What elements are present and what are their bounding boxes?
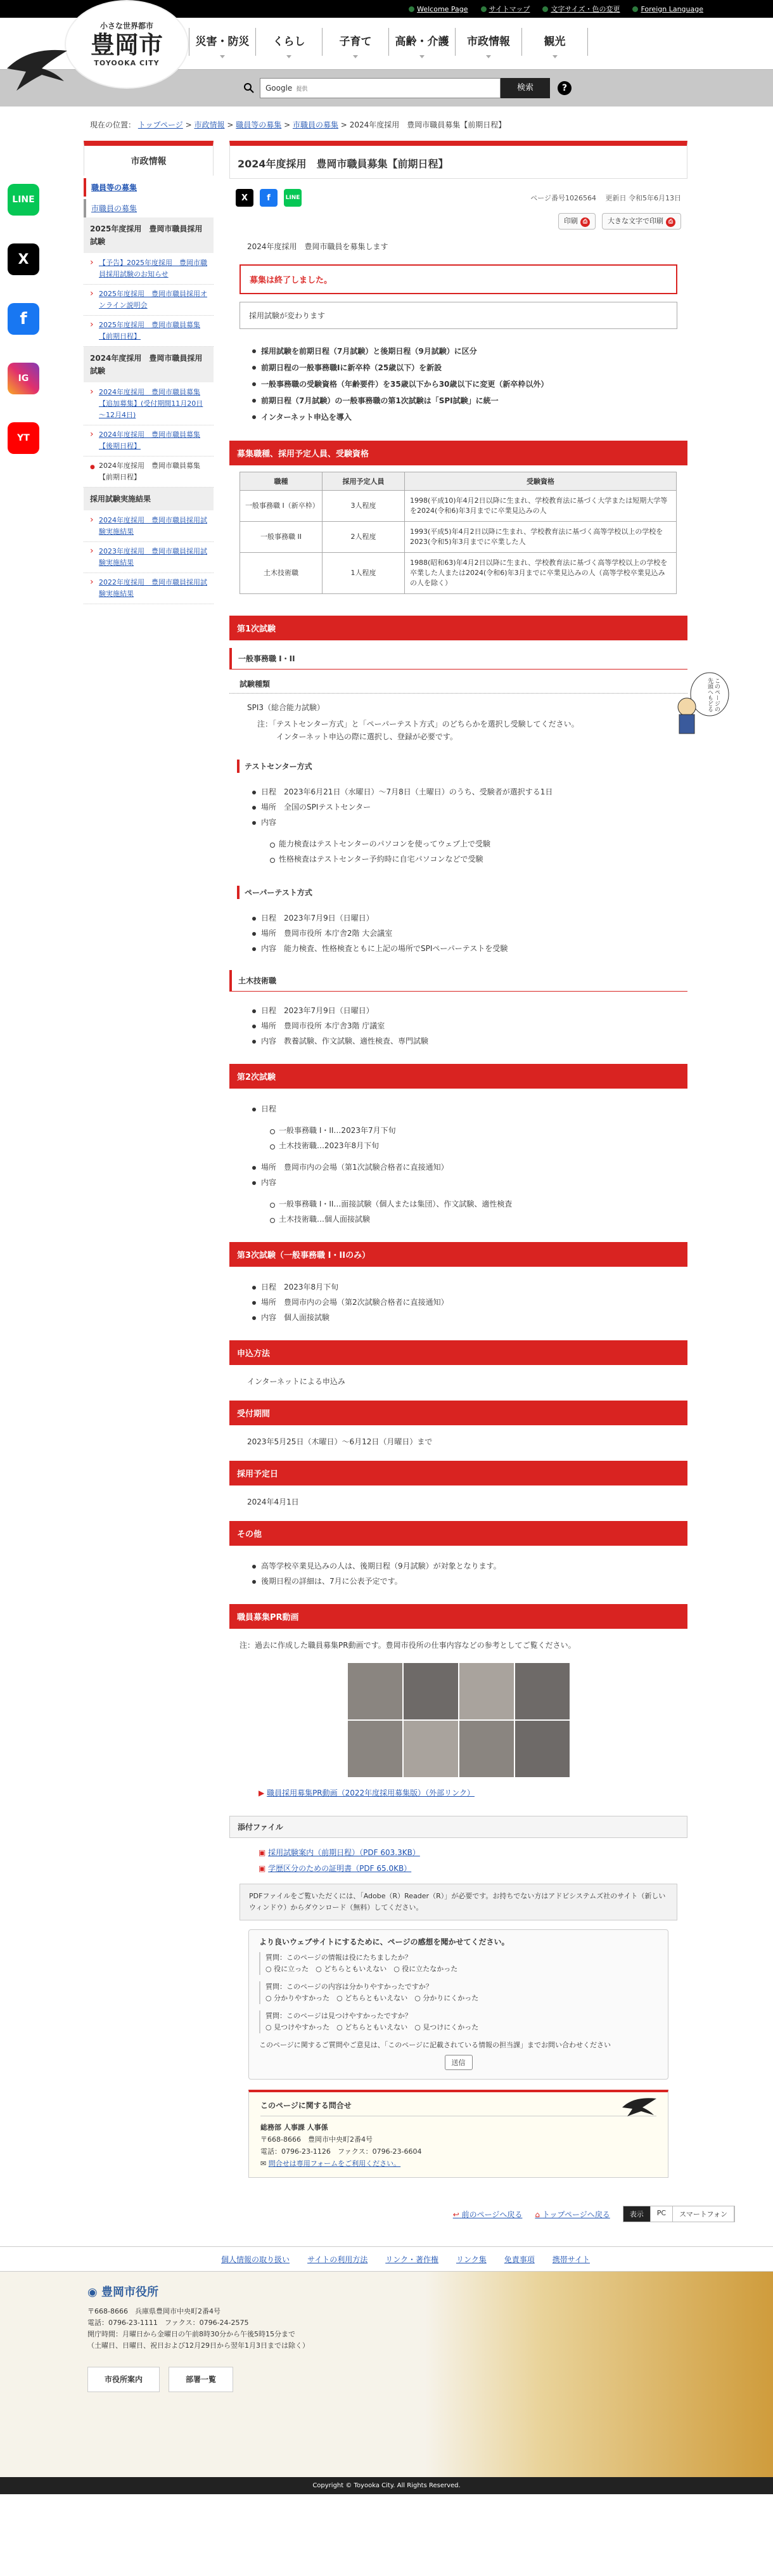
sidebar-group-2025: 2025年度採用 豊岡市職員採用試験 — [84, 217, 214, 254]
pdf-icon: ▣ — [259, 1864, 266, 1873]
welcome-link[interactable]: Welcome Page — [409, 5, 468, 13]
view-pc[interactable]: PC — [651, 2206, 673, 2222]
sidebar-item[interactable]: › 2024年度採用 豊岡市職員採用試験実施結果 — [84, 511, 214, 542]
change-notice: 採用試験が変わります — [240, 302, 677, 329]
site-logo[interactable] — [65, 0, 189, 89]
pr-note: 注：過去に作成した職員募集PR動画です。豊岡市役所の仕事内容などの参考としてご覧ください。 — [240, 1641, 576, 1650]
feedback-heading: より良いウェブサイトにするために、ページの感想を聞かせてください。 — [259, 1938, 509, 1946]
sidebar-group-results: 採用試験実施結果 — [84, 488, 214, 511]
contact-address: 〒668-8666 豊岡市中央町2番4号 — [260, 2135, 373, 2144]
global-nav — [189, 28, 588, 56]
spi-note-1: 注：「テストセンター方式」と「ペーパーテスト方式」のどちらかを選択し受験してください。 — [257, 720, 579, 728]
copyright: Copyright © Toyooka City. All Rights Reserved. — [0, 2477, 773, 2494]
footer-line: （土曜日、日曜日、祝日および12月29日から翌年1月3日までは除く） — [87, 2341, 309, 2350]
search-button[interactable]: 検索 — [501, 78, 550, 98]
social-sidebar — [8, 184, 39, 482]
attachment-link[interactable]: 学歴区分のための証明書（PDF 65.0KB） — [268, 1864, 412, 1873]
period-text: 2023年5月25日（木曜日）～6月12日（月曜日）まで — [247, 1437, 433, 1446]
sidebar-item[interactable]: › 2025年度採用 豊岡市職員採用オンライン説明会 — [84, 285, 214, 316]
submit-button[interactable]: 送信 — [445, 2055, 473, 2070]
page-navigation — [0, 2188, 773, 2222]
lead-text: 2024年度採用 豊岡市職員を募集します — [247, 242, 388, 251]
line-share-icon[interactable]: LINE — [284, 189, 302, 207]
list-item: 前期日程（7月試験）の一般事務職の第1次試験は「SPI試験」に統一 — [252, 392, 687, 409]
list-item: 日程 — [252, 1101, 687, 1116]
list-item: 場所 豊岡市役所 本庁舎3階 庁議室 — [252, 1018, 687, 1033]
footer-logo-icon: ◉ — [87, 2286, 98, 2299]
list-item: 土木技術職…個人面接試験 — [270, 1212, 687, 1227]
list-item: 内容 個人面接試験 — [252, 1310, 687, 1325]
back-to-top-mascot[interactable] — [673, 669, 730, 739]
section-second-exam: 第2次試験 — [229, 1064, 687, 1089]
search-icon — [242, 81, 256, 95]
sidebar-title: 市政情報 — [84, 141, 214, 176]
list-item: 土木技術職…2023年8月下旬 — [270, 1138, 687, 1153]
facebook-share-icon[interactable]: f — [260, 189, 278, 207]
question-text: 質問：このページの情報は役にたちましたか？ — [265, 1953, 412, 1962]
page-number: ページ番号1026564 — [530, 194, 596, 202]
mail-icon: ✉ — [260, 2159, 267, 2168]
question-text: 質問：このページの内容は分かりやすかったですか？ — [265, 1983, 433, 1991]
testcenter-heading: テストセンター方式 — [237, 760, 680, 773]
table-header: 採用予定人員 — [323, 472, 405, 491]
gnav-tourism[interactable]: 観光 — [521, 28, 588, 56]
line-icon[interactable]: LINE — [8, 184, 39, 216]
list-item: 内容 — [252, 815, 687, 830]
list-item: 採用試験を前期日程（7月試験）と後期日程（9月試験）に区分 — [252, 343, 687, 359]
search-input[interactable] — [260, 78, 501, 98]
section-date: 採用予定日 — [229, 1461, 687, 1485]
radio-group[interactable]: ○ 役に立った ○ どちらともいえない ○ 役に立たなかった — [265, 1965, 458, 1973]
list-item: 内容 — [252, 1175, 687, 1190]
section-apply: 申込方法 — [229, 1340, 687, 1365]
breadcrumb-city-info[interactable]: 市政情報 — [194, 120, 225, 129]
section-third-exam: 第3次試験（一般事務職 I・IIのみ） — [229, 1242, 687, 1267]
logo-tagline: 小さな世界都市 — [99, 22, 153, 30]
back-link[interactable]: ↩ 前のページへ戻る — [452, 2210, 523, 2219]
section-jobs: 募集職種、採用予定人員、受験資格 — [229, 441, 687, 465]
list-item: 日程 2023年8月下旬 — [252, 1279, 687, 1295]
page-title: 2024年度採用 豊岡市職員募集【前期日程】 — [229, 141, 687, 179]
footer-link[interactable]: 個人情報の取り扱い — [221, 2255, 290, 2264]
exam-type-label: 試験種類 — [229, 675, 687, 694]
foreign-language-link[interactable]: Foreign Language — [632, 5, 703, 13]
logo-en: TOYOOKA CITY — [94, 59, 160, 67]
help-icon[interactable]: ? — [558, 81, 572, 95]
sidebar-item[interactable]: › 2025年度採用 豊岡市職員募集【前期日程】 — [84, 316, 214, 347]
gnav-living[interactable]: くらし — [255, 28, 322, 56]
site-header — [0, 18, 773, 70]
list-item: 後期日程の詳細は、7月に公表予定です。 — [252, 1574, 687, 1589]
print-button[interactable]: 印刷 ⎙ — [558, 213, 596, 230]
breadcrumb-recruit[interactable]: 職員等の募集 — [236, 120, 282, 129]
list-item: 日程 2023年7月9日（日曜日） — [252, 910, 687, 926]
gnav-city-info[interactable]: 市政情報 — [455, 28, 521, 56]
breadcrumb-sep: > — [284, 120, 291, 129]
list-item: 性格検査はテストセンター予約時に自宅パソコンなどで受験 — [270, 851, 687, 867]
apply-text: インターネットによる申込み — [247, 1377, 345, 1386]
paper-heading: ペーパーテスト方式 — [237, 886, 680, 899]
sitemap-link[interactable]: サイトマップ — [481, 4, 530, 14]
pr-video-thumbnail[interactable] — [348, 1663, 570, 1777]
list-item: 高等学校卒業見込みの人は、後期日程（9月試験）が対象となります。 — [252, 1558, 687, 1574]
breadcrumb-sep: > — [340, 120, 347, 129]
crane-icon — [621, 2095, 659, 2118]
list-item: インターネット申込を導入 — [252, 409, 687, 425]
table-row: 一般事務職 II 2人程度 1993(平成5)年4月2日以降に生まれ、学校教育法に基づく高等学校以上の学校を2023(令和5)年3月までに卒業した人 — [240, 522, 677, 553]
footer-link[interactable]: 免責事項 — [504, 2255, 535, 2264]
ended-notice: 募集は終了しました。 — [240, 264, 677, 294]
table-row: 一般事務職 I（新卒枠） 3人程度 1998(平成10)年4月2日以降に生まれ、学校教育法に基づく大学または短期大学等を2024(令和6)年3月までに卒業見込みの人 — [240, 491, 677, 522]
sidebar-item[interactable]: › 2024年度採用 豊岡市職員募集【後期日程】 — [84, 425, 214, 456]
gnav-disaster[interactable]: 災害・防災 — [189, 28, 255, 56]
big-print-button[interactable]: 大きな文字で印刷 ⎙ — [602, 213, 681, 230]
x-share-icon[interactable]: X — [236, 189, 253, 207]
breadcrumb-sep: > — [185, 120, 192, 129]
contact-form-link[interactable]: 問合せは専用フォームをご利用ください。 — [268, 2159, 401, 2168]
pr-video-link[interactable]: 職員採用募集PR動画（2022年度採用募集版）（外部リンク） — [267, 1789, 475, 1797]
footer-link[interactable]: サイトの利用方法 — [307, 2255, 368, 2264]
search-provided-label: 提供 — [296, 86, 308, 93]
sidebar-staff-link[interactable]: 市職員の募集 — [91, 204, 137, 213]
list-item: 能力検査はテストセンターのパソコンを使ってウェブ上で受験 — [270, 836, 687, 851]
contact-dept: 総務部 人事課 人事係 — [260, 2123, 328, 2132]
crane-icon — [4, 43, 73, 94]
change-list — [229, 337, 687, 432]
sidebar-item[interactable]: › 2023年度採用 豊岡市職員採用試験実施結果 — [84, 542, 214, 573]
section-other: その他 — [229, 1521, 687, 1546]
spi-text: SPI3（総合能力試験） — [247, 703, 325, 712]
x-icon[interactable]: X — [8, 243, 39, 275]
date-text: 2024年4月1日 — [247, 1498, 299, 1506]
sidebar-item[interactable]: › 【予告】2025年度採用 豊岡市職員採用試験のお知らせ — [84, 254, 214, 285]
sidebar-item-current: ● 2024年度採用 豊岡市職員募集【前期日程】 — [84, 456, 214, 488]
top-link[interactable]: ⌂ トップページへ戻る — [535, 2210, 610, 2219]
sidebar-recruit-link[interactable]: 職員等の募集 — [91, 183, 137, 192]
question-text: 質問：このページは見つけやすかったですか？ — [265, 2012, 412, 2020]
list-item: 場所 全国のSPIテストセンター — [252, 799, 687, 815]
font-color-link[interactable]: 文字サイズ・色の変更 — [542, 4, 620, 14]
feedback-note: このページに関するご質問やご意見は、「このページに記載されている情報の担当課」までお問い合わせください — [259, 2041, 611, 2049]
breadcrumb-prefix: 現在の位置： — [90, 120, 136, 129]
list-item: 場所 豊岡市内の会場（第2次試験合格者に直接通知） — [252, 1295, 687, 1310]
list-item: 内容 能力検査、性格検査ともに上記の場所でSPIペーパーテストを受験 — [252, 941, 687, 956]
breadcrumb-current: 2024年度採用 豊岡市職員募集【前期日程】 — [349, 120, 506, 129]
radio-group[interactable]: ○ 分かりやすかった ○ どちらともいえない ○ 分かりにくかった — [265, 1994, 479, 2002]
footer-link[interactable]: リンク・著作権 — [385, 2255, 438, 2264]
site-footer — [0, 2272, 773, 2477]
footer-line: 開庁時間：月曜日から金曜日の午前8時30分から午後5時15分まで — [87, 2330, 295, 2338]
breadcrumb-top[interactable]: トップページ — [137, 120, 183, 129]
breadcrumb — [0, 107, 773, 134]
view-label: 表示 — [623, 2206, 651, 2222]
view-switch — [623, 2206, 735, 2222]
footer-line: 〒668-8666 兵庫県豊岡市中央町2番4号 — [87, 2307, 220, 2315]
updated-date: 更新日 令和5年6月13日 — [605, 194, 681, 202]
attachment-link[interactable]: 採用試験案内（前期日程）（PDF 603.3KB） — [268, 1848, 420, 1857]
google-label: Google — [265, 84, 293, 93]
footer-link[interactable]: 携帯サイト — [552, 2255, 590, 2264]
footer-link[interactable]: リンク集 — [456, 2255, 487, 2264]
list-item: 日程 2023年7月9日（日曜日） — [252, 1003, 687, 1018]
list-item: 場所 豊岡市内の会場（第1次試験合格者に直接通知） — [252, 1160, 687, 1175]
list-item: 一般事務職の受験資格（年齢要件）を35歳以下から30歳以下に変更（新卒枠以外） — [252, 376, 687, 392]
departments-button[interactable]: 部署一覧 — [169, 2367, 233, 2392]
gnav-elderly[interactable]: 高齢・介護 — [388, 28, 455, 56]
list-item: 一般事務職 I・II…面接試験（個人または集団）、作文試験、適性検査 — [270, 1196, 687, 1212]
list-item: 内容 教養試験、作文試験、適性検査、専門試験 — [252, 1033, 687, 1049]
feedback-form — [248, 1929, 668, 2080]
youtube-icon[interactable]: YT — [8, 422, 39, 454]
list-item: 一般事務職 I・II…2023年7月下旬 — [270, 1123, 687, 1138]
pdf-note: PDFファイルをご覧いただくには、「Adobe（R）Reader（R）」が必要です。お持ちでない方はアドビシステムズ社のサイト（新しいウィンドウ）からダウンロード（無料）してください。 — [240, 1884, 677, 1920]
list-item: 前期日程の一般事務職Iに新卒枠（25歳以下）を新設 — [252, 359, 687, 376]
left-sidebar — [84, 141, 214, 2188]
logo-name: 豊岡市 — [90, 30, 163, 59]
footer-name: 豊岡市役所 — [101, 2286, 158, 2299]
attachments-heading: 添付ファイル — [229, 1816, 687, 1838]
main-content: 2024年度採用 豊岡市職員募集【前期日程】 X f LINE ページ番号1026564 更新日 令和5年6月13日 印刷 ⎙ 大きな文字で印刷 ⎙ 2024年度採用 豊岡市職員を募集します 募集は終了しました。 採用試験が変わります 採用試験を前期日程（7月試験）と後期日程（9月試験）に区分 前期日程の一般事務職Iに新卒枠（25歳以下）を新設 一般事務職の受験資格（年齢要件）を35歳以下から30歳以下に変更（新卒枠以外） 前期日程（7月試験）の一般事務職の第1次試験は「SPI試験」に統一 インターネット申込を導入 募集職種、採用予定人員、受験資格 職種 採用予定人員 受験資格 一般事務職 I（新卒枠） 3人程度 1998(平成10)年4月2日以降に生まれ、学校教育法に基づく大学または短期大学等を2024(令和6)年3月までに卒業見込みの人 一般事務職 II 2人程度 1993(平成5)年4月2日以降に生まれ、学校教育法に基づく高等学校以上の学校を2023(令和5)年3月までに卒業した人 土木技術職 1人程度 1988(昭和63)年4月2日以降に生まれ、学校教育法に基づく高等学校以上の学校を卒業した人または2024(令和6)年3月までに卒業見込みの人（高等学校卒業見込みの人を除く） 第1次試験 一般事務職 I・II 試験種類 SPI3（総合能力試験） 注：「テストセンター方式」と「ペーパーテスト方式」のどちらかを選択し受験してください。 インターネット申込の際に選択し、登録が必要です。 テストセンター方式 日程 2023年6月21日（水曜日）～7月8日（土曜日）のうち、受験者が選択する1日 場所 全国のSPIテストセンター 内容 能力検査はテストセンターのパソコンを使ってウェブ上で受験 性格検査はテストセンター予約時に自宅パソコンなどで受験 ペーパーテスト方式 日程 2023年7月9日（日曜日） 場所 豊岡市役所 本庁舎2階 大会議室 内容 能力検査、性格検査ともに上記の場所でSPIペーパーテストを受験 土木技術職 日程 2023年7月9日（日曜日） 場所 豊岡市役所 本庁舎3階 庁議室 内容 教養試験、作文試験、適性検査、専門試験 第2次試験 日程 一般事務職 I・II…2023年7月下旬 土木技術職…2023年8月下旬 場所 豊岡市内の会場（第1次試験合格者に直接通知） 内容 一般事務職 I・II…面接試験（個人または集団）、作文試験、適性検査 土木技術職…個人面接試験 第3次試験（一般事務職 I・IIのみ） 日程 2023年8月下旬 場所 豊岡市内の会場（第2次試験合格者に直接通知） 内容 個人面接試験 申込方法 インターネットによる申込み 受付期間 2023年5月25日（木曜日）～6月12日（月曜日）まで 採用予定日 2024年4月1日 その他 高等学校卒業見込みの人は、後期日程（9月試験）が対象となります。 後期日程の詳細は、7月に公表予定です。 職員募集PR動画 注：過去に作成した職員募集PR動画です。豊岡市役所の仕事内容などの参考としてご覧ください。 ▶ 職員採用募集PR動画（2022年度採用募集版）（外部リンク） 添付ファイル ▣ 採用試験案内（前期日程）（PDF 603.3KB） ▣ 学歴区分のための証明書（PDF 65.0KB） PDFファイルをご覧いただくには、「Adobe（R）Reader（R）」が必要です。お持ちでない方はアドビシステムズ社のサイト（新しいウィンドウ）からダウンロード（無料）してください。 より良いウェブサイトにするために、ページの感想を聞かせてください。 質問：このページの情報は役にたちましたか？ ○ 役に立った ○ どちらともいえない ○ 役に立たなかった 質問：このページの内容は分かりやすかったですか？ ○ 分かりやすかった ○ どちらともいえない ○ 分かりにくかった 質問：このページは見つけやすかったですか？ ○ 見つけやすかった ○ どちらともいえない ○ 見つけにくかった このページに関するご質問やご意見は、「このページに記載されている情報の担当課」までお問い合わせください 送信 このページに関する問合せ 総務部 人事課 人事係 〒668-8666 豊岡市中央町2番4号 電話：0796-23-1126 ファクス：0796-23-6604 ✉ 問合せは専用フォームをご利用ください。 — [229, 141, 687, 2188]
list-item: 日程 2023年6月21日（水曜日）～7月8日（土曜日）のうち、受験者が選択する1日 — [252, 784, 687, 799]
contact-box — [248, 2090, 668, 2178]
footer-line: 電話：0796-23-1111 ファクス：0796-24-2575 — [87, 2319, 249, 2327]
gnav-childcare[interactable]: 子育て — [322, 28, 388, 56]
facebook-icon[interactable]: f — [8, 303, 39, 335]
sidebar-item[interactable]: › 2022年度採用 豊岡市職員採用試験実施結果 — [84, 573, 214, 604]
table-header: 職種 — [240, 472, 323, 491]
city-hall-guide-button[interactable]: 市役所案内 — [87, 2367, 160, 2392]
spi-note-2: インターネット申込の際に選択し、登録が必要です。 — [276, 732, 457, 741]
contact-heading: このページに関する問合せ — [260, 2100, 656, 2116]
table-header: 受験資格 — [405, 472, 677, 491]
list-item: 場所 豊岡市役所 本庁舎2階 大会議室 — [252, 926, 687, 941]
first-exam-sub: 一般事務職 I・II — [229, 648, 687, 670]
jobs-table — [240, 472, 677, 594]
sidebar-item[interactable]: › 2024年度採用 豊岡市職員募集【追加募集】(受付期間11月20日～12月4日) — [84, 383, 214, 425]
breadcrumb-staff[interactable]: 市職員の募集 — [292, 120, 338, 129]
view-sp[interactable]: スマートフォン — [673, 2206, 734, 2222]
footer-links — [0, 2246, 773, 2272]
table-row: 土木技術職 1人程度 1988(昭和63)年4月2日以降に生まれ、学校教育法に基づく高等学校以上の学校を卒業した人または2024(令和6)年3月までに卒業見込みの人（高等学校卒業見込みの人を除く） — [240, 553, 677, 594]
contact-phone: 電話：0796-23-1126 ファクス：0796-23-6604 — [260, 2147, 422, 2156]
section-period: 受付期間 — [229, 1401, 687, 1425]
mascot-text: このページの先頭へもどる — [706, 678, 720, 712]
section-pr: 職員募集PR動画 — [229, 1604, 687, 1629]
civil-heading: 土木技術職 — [229, 970, 687, 992]
section-first-exam: 第1次試験 — [229, 616, 687, 640]
breadcrumb-sep: > — [227, 120, 234, 129]
pdf-icon: ▣ — [259, 1848, 266, 1857]
radio-group[interactable]: ○ 見つけやすかった ○ どちらともいえない ○ 見つけにくかった — [265, 2023, 479, 2031]
instagram-icon[interactable]: IG — [8, 363, 39, 394]
sidebar-group-2024: 2024年度採用 豊岡市職員採用試験 — [84, 347, 214, 383]
